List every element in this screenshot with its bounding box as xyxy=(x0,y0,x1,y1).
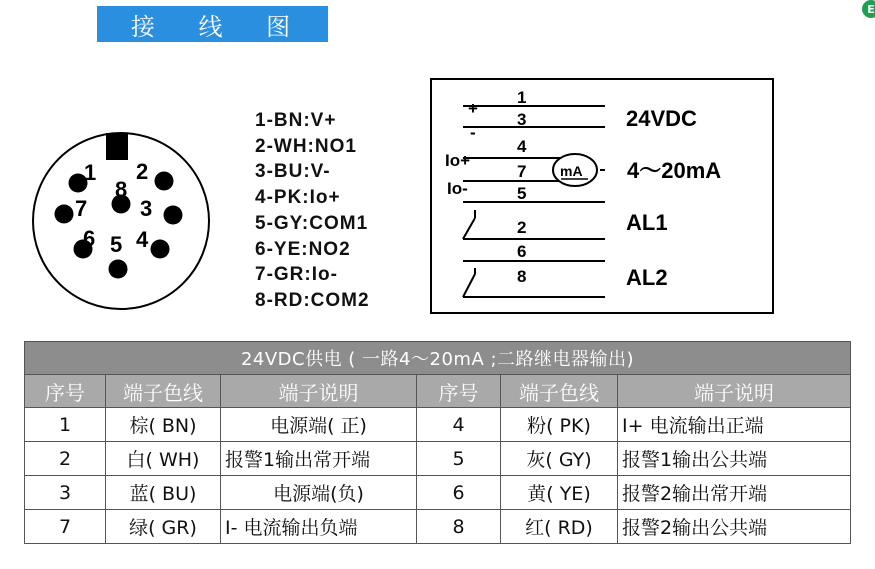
pinout-item: 1-BN:V+ xyxy=(255,110,337,131)
pin-label-7: 7 xyxy=(75,196,88,221)
table-cell: 蓝( BU) xyxy=(106,476,221,510)
pinout-item: 2-WH:NO1 xyxy=(255,135,357,157)
output-al1-label: AL1 xyxy=(626,210,668,235)
table-cell: 棕( BN) xyxy=(106,408,221,442)
table-header-row xyxy=(25,375,851,408)
pin-label-4: 4 xyxy=(136,227,149,252)
pin-4-dot xyxy=(151,240,170,259)
pin-label-2: 2 xyxy=(136,159,149,184)
column-header: 端子说明 xyxy=(221,375,417,408)
pinout-item: 4-PK:Io+ xyxy=(255,187,341,209)
terminal-number-6: 6 xyxy=(517,242,527,261)
table-cell: 6 xyxy=(417,476,501,510)
table-cell: 绿( GR) xyxy=(106,510,221,544)
table-cell: 1 xyxy=(25,408,106,442)
connector-face-diagram xyxy=(28,128,214,314)
output-al2-label: AL2 xyxy=(626,265,668,290)
pinout-list xyxy=(255,108,370,314)
table-cell: 电源端(负) xyxy=(221,476,417,510)
pin-2-dot xyxy=(155,172,174,191)
connector-key-notch xyxy=(106,133,128,160)
table-cell: 黄( YE) xyxy=(501,476,618,510)
pin-label-8: 8 xyxy=(115,177,128,202)
table-row xyxy=(25,510,851,544)
table-cell: 电源端( 正) xyxy=(221,408,417,442)
table-cell: 3 xyxy=(25,476,106,510)
pin-5-dot xyxy=(109,260,128,279)
pinout-item: 7-GR:Io- xyxy=(255,264,338,286)
pin-label-3: 3 xyxy=(140,196,153,221)
table-cell: 7 xyxy=(25,510,106,544)
signal-io-minus: Io- xyxy=(447,179,468,198)
table-cell: 报警2输出公共端 xyxy=(618,510,851,544)
table-caption-row xyxy=(25,342,851,375)
pin-label-1: 1 xyxy=(84,160,97,185)
table-cell: 4 xyxy=(417,408,501,442)
wiring-frame xyxy=(431,79,773,313)
column-header: 序号 xyxy=(417,375,501,408)
column-header: 端子色线 xyxy=(106,375,221,408)
terminal-number-1: 1 xyxy=(517,88,527,107)
column-header: 端子色线 xyxy=(501,375,618,408)
table-row xyxy=(25,476,851,510)
terminal-number-4: 4 xyxy=(517,137,527,156)
column-header: 序号 xyxy=(25,375,106,408)
table-cell: 8 xyxy=(417,510,501,544)
table-cell: I- 电流输出负端 xyxy=(221,510,417,544)
table-cell: 白( WH) xyxy=(106,442,221,476)
wiring-diagram xyxy=(430,78,775,318)
terminal-number-3: 3 xyxy=(517,110,527,129)
table-cell: I+ 电流输出正端 xyxy=(618,408,851,442)
corner-badge-icon[interactable]: E xyxy=(862,0,875,18)
diagram-title: 接 线 图 xyxy=(97,6,328,42)
table-cell: 5 xyxy=(417,442,501,476)
terminal-number-8: 8 xyxy=(517,267,527,286)
table-caption: 24VDC供电 ( 一路4～20mA ;二路继电器输出) xyxy=(25,342,851,375)
pinout-item: 3-BU:V- xyxy=(255,161,331,183)
pin-3-dot xyxy=(164,206,183,225)
terminal-table-container xyxy=(24,341,850,544)
signal-io-plus: Io+ xyxy=(445,151,471,170)
pin-label-5: 5 xyxy=(110,232,123,257)
table-cell: 报警2输出常开端 xyxy=(618,476,851,510)
table-cell: 红( RD) xyxy=(501,510,618,544)
table-row xyxy=(25,408,851,442)
table-cell: 灰( GY) xyxy=(501,442,618,476)
table-cell: 报警1输出常开端 xyxy=(221,442,417,476)
pin-label-6: 6 xyxy=(83,226,96,251)
terminal-number-5: 5 xyxy=(517,184,527,203)
terminal-table xyxy=(24,341,851,544)
output-power-label: 24VDC xyxy=(626,106,697,131)
pin-7-dot xyxy=(55,205,74,224)
signal-minus: - xyxy=(470,123,476,142)
terminal-number-2: 2 xyxy=(517,218,527,237)
table-cell: 粉( PK) xyxy=(501,408,618,442)
column-header: 端子说明 xyxy=(618,375,851,408)
table-row xyxy=(25,442,851,476)
ma-meter-label: mA xyxy=(560,163,583,179)
terminal-number-7: 7 xyxy=(517,162,527,181)
table-cell: 2 xyxy=(25,442,106,476)
output-current-label: 4～20mA xyxy=(627,158,722,183)
signal-plus: + xyxy=(468,99,478,118)
pinout-item: 5-GY:COM1 xyxy=(255,212,369,234)
pinout-item: 8-RD:COM2 xyxy=(255,289,370,311)
pinout-item: 6-YE:NO2 xyxy=(255,238,351,260)
table-cell: 报警1输出公共端 xyxy=(618,442,851,476)
